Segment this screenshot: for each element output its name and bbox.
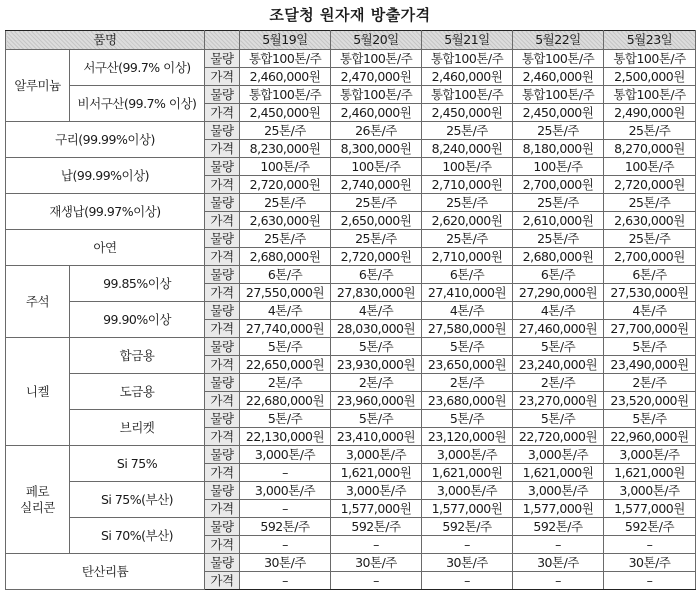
qty-cell: 100톤/주 <box>513 158 604 176</box>
price-cell: 2,450,000원 <box>513 104 604 122</box>
qty-cell: 100톤/주 <box>604 158 696 176</box>
price-cell: 2,450,000원 <box>422 104 513 122</box>
price-label: 가격 <box>205 68 240 86</box>
price-cell: 2,650,000원 <box>331 212 422 230</box>
qty-cell: 통합100톤/주 <box>240 50 331 68</box>
price-cell: 2,700,000원 <box>604 248 696 266</box>
qty-cell: 25톤/주 <box>604 230 696 248</box>
qty-cell: 5톤/주 <box>604 338 696 356</box>
qty-cell: 5톤/주 <box>513 410 604 428</box>
qty-cell: 3,000톤/주 <box>422 446 513 464</box>
price-cell: 2,500,000원 <box>604 68 696 86</box>
qty-cell: 3,000톤/주 <box>513 482 604 500</box>
price-cell: – <box>240 536 331 554</box>
price-cell: 8,300,000원 <box>331 140 422 158</box>
qty-cell: 25톤/주 <box>240 122 331 140</box>
price-cell: 27,830,000원 <box>331 284 422 302</box>
price-cell: 1,577,000원 <box>513 500 604 518</box>
price-cell: 2,720,000원 <box>331 248 422 266</box>
price-label: 가격 <box>205 392 240 410</box>
price-label: 가격 <box>205 284 240 302</box>
price-cell: 2,470,000원 <box>331 68 422 86</box>
qty-cell: 25톤/주 <box>513 122 604 140</box>
qty-cell: 30톤/주 <box>604 554 696 572</box>
qty-cell: 30톤/주 <box>331 554 422 572</box>
table-row <box>6 338 696 356</box>
price-cell: – <box>604 536 696 554</box>
qty-cell: 2톤/주 <box>422 374 513 392</box>
price-label: 가격 <box>205 248 240 266</box>
product-name: 페로 실리콘 <box>6 446 70 554</box>
product-name: 알루미늄 <box>6 50 70 122</box>
price-cell: 1,621,000원 <box>513 464 604 482</box>
price-cell: 1,621,000원 <box>422 464 513 482</box>
price-cell: – <box>240 464 331 482</box>
header-date: 5월22일 <box>513 31 604 50</box>
price-cell: 2,710,000원 <box>422 176 513 194</box>
price-cell: 1,577,000원 <box>422 500 513 518</box>
qty-cell: 30톤/주 <box>513 554 604 572</box>
product-subname: 도금용 <box>70 374 205 410</box>
table-row <box>6 50 696 68</box>
price-cell: 28,030,000원 <box>331 320 422 338</box>
product-subname: 99.85%이상 <box>70 266 205 302</box>
price-cell: 27,290,000원 <box>513 284 604 302</box>
price-cell: 2,630,000원 <box>240 212 331 230</box>
qty-label: 물량 <box>205 482 240 500</box>
qty-label: 물량 <box>205 50 240 68</box>
price-cell: 8,230,000원 <box>240 140 331 158</box>
product-subname: 99.90%이상 <box>70 302 205 338</box>
qty-cell: 통합100톤/주 <box>331 50 422 68</box>
price-cell: – <box>331 536 422 554</box>
qty-cell: 3,000톤/주 <box>422 482 513 500</box>
price-cell: – <box>240 572 331 590</box>
price-cell: 2,460,000원 <box>513 68 604 86</box>
price-cell: 2,680,000원 <box>240 248 331 266</box>
price-label: 가격 <box>205 356 240 374</box>
table-row <box>6 122 696 140</box>
table-row <box>6 482 696 500</box>
product-name: 납(99.99%이상) <box>6 158 205 194</box>
product-subname: 브리켓 <box>70 410 205 446</box>
qty-cell: 25톤/주 <box>422 194 513 212</box>
qty-cell: 4톤/주 <box>604 302 696 320</box>
qty-cell: 3,000톤/주 <box>513 446 604 464</box>
qty-cell: 25톤/주 <box>331 230 422 248</box>
product-subname: 합금용 <box>70 338 205 374</box>
qty-label: 물량 <box>205 446 240 464</box>
qty-cell: 30톤/주 <box>240 554 331 572</box>
qty-cell: 25톤/주 <box>513 230 604 248</box>
qty-cell: 592톤/주 <box>240 518 331 536</box>
qty-cell: 2톤/주 <box>331 374 422 392</box>
qty-label: 물량 <box>205 122 240 140</box>
table-row <box>6 518 696 536</box>
product-name: 아연 <box>6 230 205 266</box>
header-date: 5월23일 <box>604 31 696 50</box>
header-row <box>6 31 696 50</box>
price-cell: 27,580,000원 <box>422 320 513 338</box>
table-row <box>6 86 696 104</box>
price-label: 가격 <box>205 428 240 446</box>
qty-label: 물량 <box>205 302 240 320</box>
qty-cell: 4톤/주 <box>240 302 331 320</box>
table-row <box>6 554 696 572</box>
price-cell: 2,450,000원 <box>240 104 331 122</box>
product-subname: 비서구산(99.7% 이상) <box>70 86 205 122</box>
price-cell: 23,410,000원 <box>331 428 422 446</box>
price-cell: 1,577,000원 <box>331 500 422 518</box>
qty-cell: 25톤/주 <box>513 194 604 212</box>
qty-cell: 6톤/주 <box>331 266 422 284</box>
qty-cell: 5톤/주 <box>331 338 422 356</box>
header-blank <box>205 31 240 50</box>
qty-label: 물량 <box>205 338 240 356</box>
qty-cell: 통합100톤/주 <box>513 86 604 104</box>
price-cell: 23,680,000원 <box>422 392 513 410</box>
price-cell: – <box>422 536 513 554</box>
price-cell: 2,460,000원 <box>422 68 513 86</box>
price-cell: 2,740,000원 <box>331 176 422 194</box>
qty-cell: 25톤/주 <box>604 194 696 212</box>
qty-cell: 100톤/주 <box>240 158 331 176</box>
qty-cell: 26톤/주 <box>331 122 422 140</box>
qty-label: 물량 <box>205 86 240 104</box>
qty-cell: 100톤/주 <box>331 158 422 176</box>
price-cell: 2,710,000원 <box>422 248 513 266</box>
price-cell: 2,620,000원 <box>422 212 513 230</box>
price-cell: 27,700,000원 <box>604 320 696 338</box>
qty-cell: 25톤/주 <box>422 122 513 140</box>
price-label: 가격 <box>205 464 240 482</box>
header-date: 5월20일 <box>331 31 422 50</box>
qty-cell: 5톤/주 <box>513 338 604 356</box>
qty-cell: 2톤/주 <box>240 374 331 392</box>
price-label: 가격 <box>205 212 240 230</box>
qty-cell: 100톤/주 <box>422 158 513 176</box>
price-cell: 23,960,000원 <box>331 392 422 410</box>
price-cell: 1,621,000원 <box>331 464 422 482</box>
price-label: 가격 <box>205 320 240 338</box>
price-cell: 27,740,000원 <box>240 320 331 338</box>
qty-cell: 4톤/주 <box>331 302 422 320</box>
qty-cell: 6톤/주 <box>604 266 696 284</box>
price-cell: 8,240,000원 <box>422 140 513 158</box>
price-cell: 2,680,000원 <box>513 248 604 266</box>
product-subname: 서구산(99.7% 이상) <box>70 50 205 86</box>
product-subname: Si 70%(부산) <box>70 518 205 554</box>
price-cell: – <box>604 572 696 590</box>
qty-cell: 3,000톤/주 <box>331 446 422 464</box>
price-cell: 23,240,000원 <box>513 356 604 374</box>
price-label: 가격 <box>205 572 240 590</box>
qty-cell: 5톤/주 <box>331 410 422 428</box>
qty-label: 물량 <box>205 158 240 176</box>
table-row <box>6 194 696 212</box>
table-row <box>6 446 696 464</box>
qty-cell: 592톤/주 <box>331 518 422 536</box>
price-label: 가격 <box>205 176 240 194</box>
price-cell: 27,460,000원 <box>513 320 604 338</box>
qty-cell: 592톤/주 <box>604 518 696 536</box>
price-label: 가격 <box>205 500 240 518</box>
price-cell: 22,720,000원 <box>513 428 604 446</box>
price-cell: – <box>513 536 604 554</box>
qty-cell: 4톤/주 <box>513 302 604 320</box>
qty-cell: 통합100톤/주 <box>422 86 513 104</box>
qty-label: 물량 <box>205 374 240 392</box>
qty-label: 물량 <box>205 518 240 536</box>
price-cell: 27,550,000원 <box>240 284 331 302</box>
qty-cell: 3,000톤/주 <box>604 446 696 464</box>
product-subname: Si 75% <box>70 446 205 482</box>
qty-cell: 2톤/주 <box>513 374 604 392</box>
product-name: 탄산리튬 <box>6 554 205 590</box>
qty-cell: 4톤/주 <box>422 302 513 320</box>
qty-label: 물량 <box>205 266 240 284</box>
qty-label: 물량 <box>205 194 240 212</box>
qty-label: 물량 <box>205 410 240 428</box>
price-cell: 2,720,000원 <box>240 176 331 194</box>
qty-cell: 25톤/주 <box>422 230 513 248</box>
price-cell: 22,960,000원 <box>604 428 696 446</box>
price-cell: 2,460,000원 <box>240 68 331 86</box>
price-table <box>5 30 696 590</box>
price-cell: 2,720,000원 <box>604 176 696 194</box>
price-cell: – <box>513 572 604 590</box>
product-name: 주석 <box>6 266 70 338</box>
qty-cell: 2톤/주 <box>604 374 696 392</box>
qty-cell: 3,000톤/주 <box>331 482 422 500</box>
qty-label: 물량 <box>205 554 240 572</box>
price-cell: 2,490,000원 <box>604 104 696 122</box>
price-cell: – <box>240 500 331 518</box>
price-label: 가격 <box>205 536 240 554</box>
price-cell: 8,180,000원 <box>513 140 604 158</box>
price-label: 가격 <box>205 140 240 158</box>
price-cell: 23,270,000원 <box>513 392 604 410</box>
price-cell: 2,460,000원 <box>331 104 422 122</box>
qty-cell: 25톤/주 <box>240 194 331 212</box>
qty-cell: 25톤/주 <box>240 230 331 248</box>
table-row <box>6 410 696 428</box>
product-name: 재생납(99.97%이상) <box>6 194 205 230</box>
price-cell: 23,930,000원 <box>331 356 422 374</box>
page-title: 조달청 원자재 방출가격 <box>269 6 431 24</box>
price-cell: 27,530,000원 <box>604 284 696 302</box>
price-label: 가격 <box>205 104 240 122</box>
qty-cell: 3,000톤/주 <box>604 482 696 500</box>
qty-cell: 3,000톤/주 <box>240 446 331 464</box>
header-date: 5월19일 <box>240 31 331 50</box>
qty-cell: 통합100톤/주 <box>513 50 604 68</box>
price-cell: 23,650,000원 <box>422 356 513 374</box>
qty-cell: 통합100톤/주 <box>331 86 422 104</box>
qty-cell: 592톤/주 <box>513 518 604 536</box>
price-cell: – <box>422 572 513 590</box>
qty-cell: 통합100톤/주 <box>422 50 513 68</box>
table-row <box>6 230 696 248</box>
price-cell: 23,120,000원 <box>422 428 513 446</box>
product-subname: Si 75%(부산) <box>70 482 205 518</box>
price-cell: 23,520,000원 <box>604 392 696 410</box>
price-table-body <box>6 50 696 590</box>
qty-cell: 25톤/주 <box>604 122 696 140</box>
qty-cell: 5톤/주 <box>604 410 696 428</box>
price-cell: 1,621,000원 <box>604 464 696 482</box>
price-cell: 2,700,000원 <box>513 176 604 194</box>
qty-cell: 통합100톤/주 <box>604 50 696 68</box>
qty-cell: 5톤/주 <box>240 410 331 428</box>
price-cell: 2,630,000원 <box>604 212 696 230</box>
qty-cell: 30톤/주 <box>422 554 513 572</box>
price-cell: 22,130,000원 <box>240 428 331 446</box>
qty-cell: 5톤/주 <box>240 338 331 356</box>
table-row <box>6 302 696 320</box>
table-row <box>6 374 696 392</box>
price-cell: 2,610,000원 <box>513 212 604 230</box>
qty-cell: 3,000톤/주 <box>240 482 331 500</box>
qty-cell: 6톤/주 <box>422 266 513 284</box>
product-name: 니켈 <box>6 338 70 446</box>
qty-cell: 5톤/주 <box>422 410 513 428</box>
qty-cell: 6톤/주 <box>240 266 331 284</box>
price-cell: 22,650,000원 <box>240 356 331 374</box>
qty-cell: 6톤/주 <box>513 266 604 284</box>
price-cell: 27,410,000원 <box>422 284 513 302</box>
qty-label: 물량 <box>205 230 240 248</box>
table-row <box>6 266 696 284</box>
price-cell: 8,270,000원 <box>604 140 696 158</box>
price-cell: 1,577,000원 <box>604 500 696 518</box>
header-date: 5월21일 <box>422 31 513 50</box>
price-cell: 23,490,000원 <box>604 356 696 374</box>
qty-cell: 통합100톤/주 <box>240 86 331 104</box>
header-item: 품명 <box>6 31 205 50</box>
price-cell: 22,680,000원 <box>240 392 331 410</box>
product-name: 구리(99.99%이상) <box>6 122 205 158</box>
qty-cell: 통합100톤/주 <box>604 86 696 104</box>
qty-cell: 592톤/주 <box>422 518 513 536</box>
price-cell: – <box>331 572 422 590</box>
qty-cell: 25톤/주 <box>331 194 422 212</box>
table-row <box>6 158 696 176</box>
qty-cell: 5톤/주 <box>422 338 513 356</box>
